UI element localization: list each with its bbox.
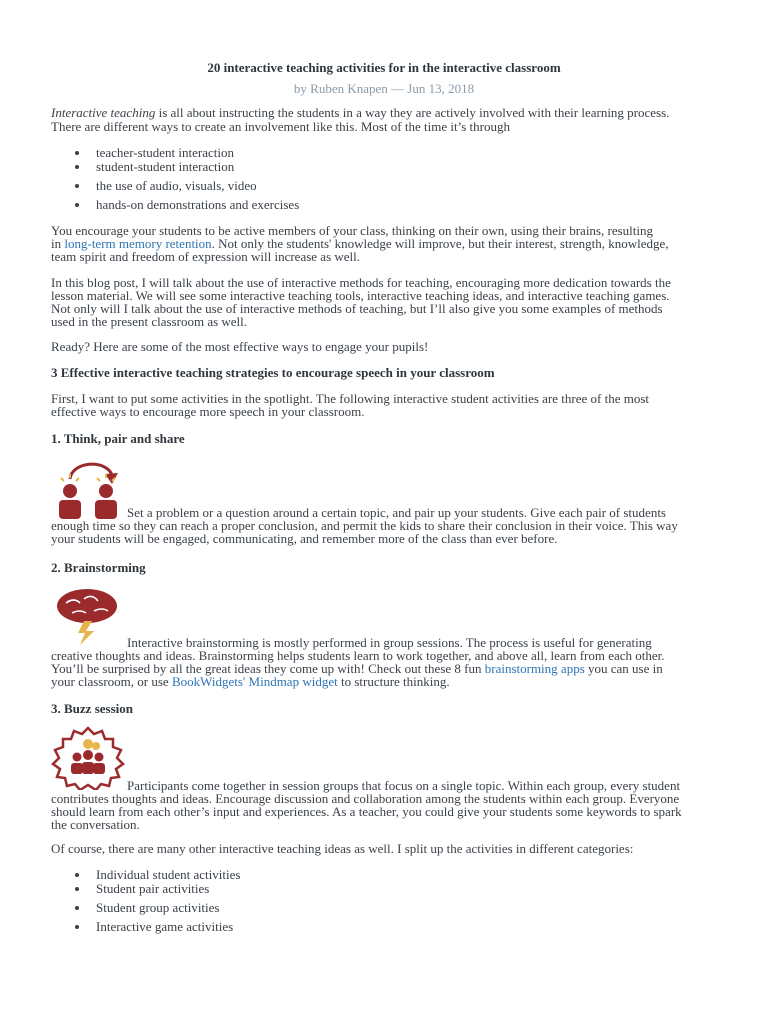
strategy-3-line: Participants come together in session groups that focus on a single topic. Within each group, every student [127, 778, 681, 793]
para2-text: in [51, 236, 65, 251]
article-title: 20 interactive teaching activities for in the interactive classroom [207, 60, 561, 75]
think-pair-share-icon [50, 457, 128, 519]
para3-line: Not only will I talk about the use of interactive methods of teaching, but I’ll also give you some examples of methods [51, 301, 663, 316]
intro-line-2: There are different ways to create an involvement like this. Most of the time it’s through [51, 119, 510, 134]
bullet [75, 184, 79, 188]
para2-line-3: team spirit and freedom of expression will increase as well. [51, 249, 361, 264]
intro-line-1-text: is all about instructing the students in a way they are actively involved with their learning process. [155, 105, 670, 120]
buzz-session-icon [49, 726, 127, 790]
list-item: the use of audio, visuals, video [96, 178, 257, 193]
strategy-2-text: you can use in [584, 661, 663, 676]
list-item: Student pair activities [96, 881, 210, 896]
strategy-2-text: to structure thinking. [337, 674, 450, 689]
strategy-2-heading: 2. Brainstorming [51, 560, 146, 575]
bullet [75, 873, 79, 877]
para6: Of course, there are many other interactive teaching ideas as well. I split up the activities in different categories: [51, 841, 634, 856]
mindmap-widget-link[interactable]: BookWidgets' Mindmap widget [171, 674, 338, 689]
strategy-1-line: enough time so they can reach a proper conclusion, and permit the kids to share their conclusion in their voice. This way [51, 518, 678, 533]
list-item: hands-on demonstrations and exercises [96, 197, 300, 212]
section-heading: 3 Effective interactive teaching strategies to encourage speech in your classroom [51, 365, 495, 380]
list-item: Individual student activities [96, 867, 241, 882]
strategy-2-line: Interactive brainstorming is mostly performed in group sessions. The process is useful for generating [127, 635, 652, 650]
intro-emphasis: Interactive teaching [51, 105, 156, 120]
para4: Ready? Here are some of the most effective ways to engage your pupils! [51, 339, 429, 354]
strategy-3-line: the conversation. [51, 817, 140, 832]
para5-line: effective ways to encourage more speech in your classroom. [51, 404, 365, 419]
memory-retention-link[interactable]: long-term memory retention [64, 236, 212, 251]
article-byline: by Ruben Knapen — Jun 13, 2018 [293, 81, 475, 96]
para3-line: lesson material. We will see some interactive teaching tools, interactive teaching ideas, and interactive teaching games. [51, 288, 670, 303]
list-item: Student group activities [96, 900, 220, 915]
intro-line-1 [51, 106, 669, 119]
para2-text: . Not only the students' knowledge will improve, but their interest, strength, knowledge, [211, 236, 669, 251]
brainstorming-apps-link[interactable]: brainstorming apps [484, 661, 585, 676]
list-item: Interactive game activities [96, 919, 234, 934]
para5-line: First, I want to put some activities in the spotlight. The following interactive student activities are three of the most [51, 391, 649, 406]
strategy-1-heading: 1. Think, pair and share [51, 431, 185, 446]
strategy-2-text: You’ll be surprised by all the great ideas they come up with! Check out these 8 fun [51, 661, 485, 676]
bullet [75, 925, 79, 929]
bullet [75, 906, 79, 910]
bullet [75, 165, 79, 169]
strategy-3-heading: 3. Buzz session [51, 701, 133, 716]
strategy-1-line: your students will be engaged, communicating, and remember more of the class than ever before. [51, 531, 558, 546]
strategy-2-text: your classroom, or use [51, 674, 172, 689]
list-item: student-student interaction [96, 159, 235, 174]
para3-line: In this blog post, I will talk about the use of interactive methods for teaching, encouraging more dedication towards the [51, 275, 671, 290]
strategy-2-line: creative thoughts and ideas. Brainstorming helps students learn to work together, and above all, learn from each other. [51, 648, 665, 663]
strategy-3-line: should learn from each other’s input and experiences. As a teacher, you could give your students some keywords to spark [51, 804, 682, 819]
strategy-1-line: Set a problem or a question around a certain topic, and pair up your students. Give each pair of students [127, 505, 666, 520]
bullet [75, 151, 79, 155]
bullet [75, 887, 79, 891]
list-item: teacher-student interaction [96, 145, 234, 160]
para2-line-1: You encourage your students to be active members of your class, thinking on their own, using their brains, resulting [51, 223, 653, 238]
bullet [75, 203, 79, 207]
strategy-2-line [51, 675, 450, 688]
strategy-3-line: contributes thoughts and ideas. Encourage discussion and collaboration among the students within each group. Everyone [51, 791, 680, 806]
para3-line: used in the present classroom as well. [51, 314, 248, 329]
brain-icon [54, 587, 124, 645]
